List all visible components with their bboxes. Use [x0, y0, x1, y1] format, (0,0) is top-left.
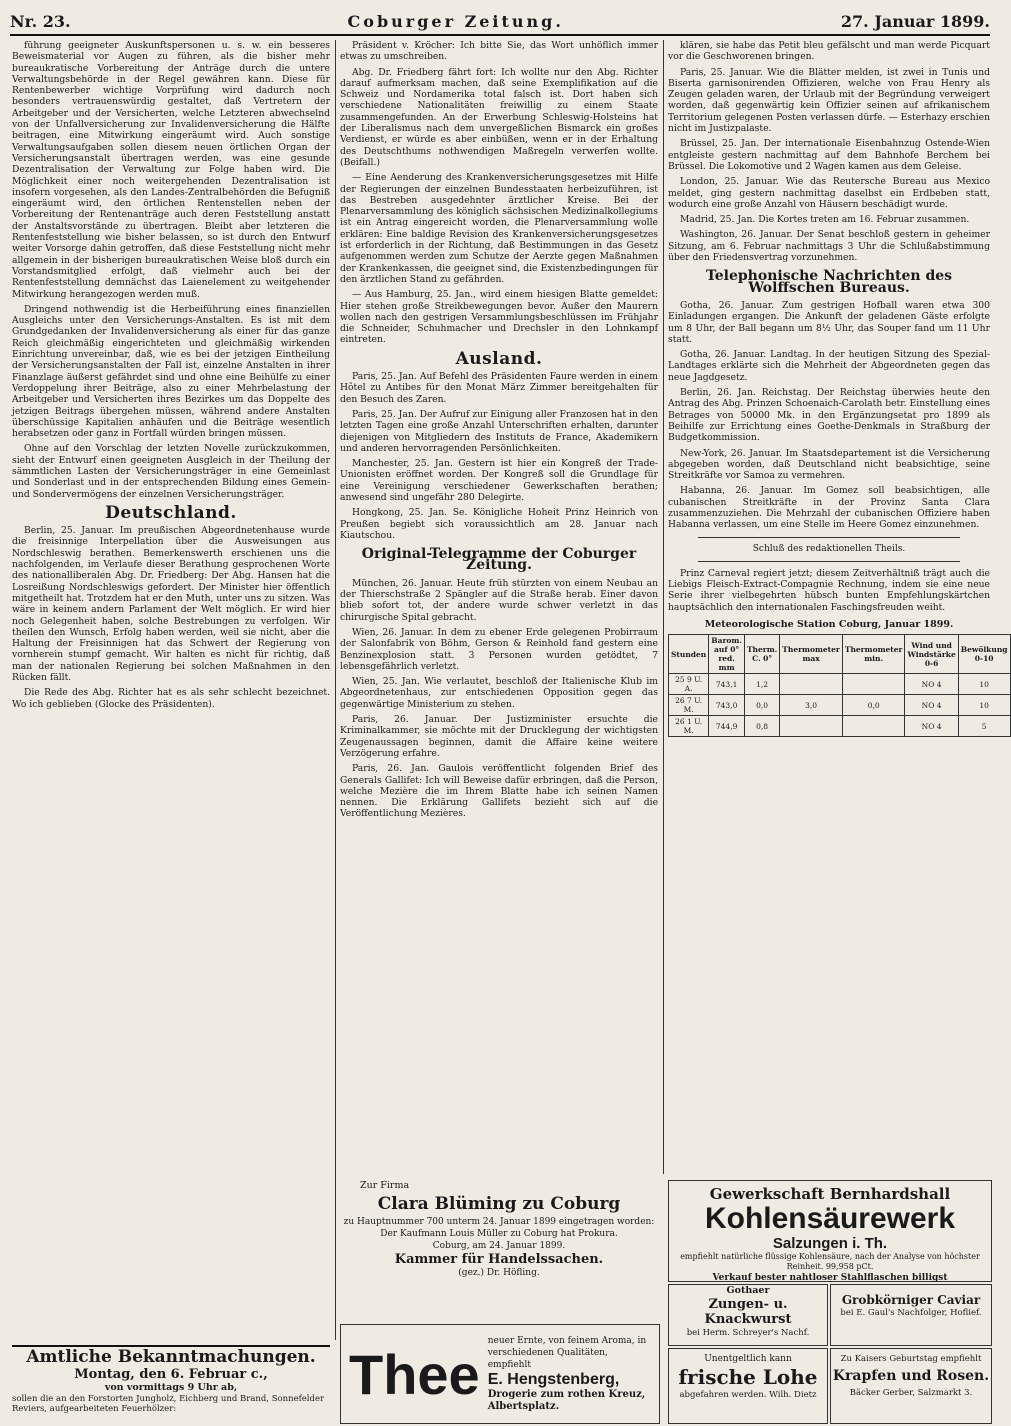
divider — [698, 561, 960, 562]
advert-merchant: abgefahren werden. Wilh. Dietz — [679, 1390, 817, 1400]
announcement-title: Amtliche Bekanntmachungen. — [12, 1345, 330, 1367]
article-paragraph: New-York, 26. Januar. Im Staatsdepartement ist die Versicherung abgegeben worden, daß Deutschland nicht beabsichtige, seine Streitkräfte vor Samoa zu vermehren. — [668, 447, 990, 482]
weather-table-cell — [842, 674, 905, 695]
announcement-body: sollen die an den Forstorten Jungholz, Eichberg und Brand, Sonnefelder Reviers, aufgearbeiteten Feuerhölzer: — [12, 1394, 325, 1414]
weather-table-cell — [780, 716, 843, 737]
sausage-advert — [668, 1284, 828, 1346]
weather-table-cell: 26 1 U. M. — [669, 716, 709, 737]
official-announcement — [12, 1345, 330, 1423]
article-paragraph: Gotha, 26. Januar. Zum gestrigen Hofball waren etwa 300 Einladungen ergangen. Die Ankunft der geladenen Gäste erfolgte um 8 Uhr, der Ball begann um 8½ Uhr, das Souper fand um 11 Uhr statt. — [668, 299, 990, 345]
article-paragraph: Brüssel, 25. Jan. Der internationale Eisenbahnzug Ostende-Wien entgleiste gestern nachmittag auf dem Bahnhofe Berchem bei Brüssel. Die Lokomotive und 2 Wagen kamen aus dem Geleise. — [668, 138, 990, 172]
article-paragraph: — Eine Aenderung des Krankenversicherungsgesetzes mit Hilfe der Regierungen der einzelnen Bundesstaaten herbeizuführen, ist das Bestreben ausgedehnter ärztlicher Kreise. Bei der Plenarversammlung des königlich sächsischen Medizinalkollegiums ist ein Antrag eingereicht worden, die Plenarversammlung wolle erklären: Eine baldige Revision des Krankenversicherungsgesetzes ist erforderlich in der Richtung, daß Bestimmungen in das Gesetz aufgenommen werden zum Schutze der Aerzte gegen Maßnahmen der Krankenkassen, die geeignet sind, die Existenzbedingungen für den ärztlichen Stand zu gefährden. — [340, 172, 658, 285]
article-paragraph: Die Rede des Abg. Richter hat es als sehr schlecht bezeichnet. Wo ich geblieben (Glocke des Präsidenten). — [12, 687, 330, 710]
product-description: empfiehlt natürliche flüssige Kohlensäure, nach der Analyse von höchster Reinheit. 99,958 pCt. — [680, 1252, 980, 1271]
announcement-date: Montag, den 6. Februar c., — [74, 1367, 268, 1382]
notice-intro: Zur Firma — [360, 1180, 410, 1191]
article-paragraph: London, 25. Januar. Wie das Reutersche Bureau aus Mexico meldet, ging gestern nachmittag daselbst ein Erdbeben statt, wodurch eine große Anzahl von Häusern beschädigt wurde. — [668, 176, 990, 210]
tea-description: neuer Ernte, von feinem Aroma, in verschiedenen Qualitäten, empfiehlt — [487, 1336, 647, 1370]
page-header — [10, 8, 990, 36]
article-paragraph: Wien, 25. Jan. Wie verlautet, beschloß der Italienische Klub im Abgeordnetenhaus, zur entschiedenen Opposition gegen das gegenwärtige Ministerium zu stehen. — [340, 676, 658, 710]
weather-table-row — [669, 674, 1011, 695]
weather-table-cell: 0,8 — [744, 716, 779, 737]
editorial-end-note: Schluß des redaktionellen Theils. — [752, 543, 906, 554]
advert-paragraph: Prinz Carneval regiert jetzt; diesem Zeitverhältniß trägt auch die Liebigs Fleisch-Extract-Compagnie Rechnung, indem sie eine neue Serie ihrer vielbegehrten hübsch bunten Empfehlungskärtchen hauptsächlich den internationalen Faschingsfreuden weiht. — [668, 567, 990, 613]
weather-table-title: Meteorologische Station Coburg, Januar 1899. — [704, 619, 954, 631]
article-paragraph: führung geeigneter Auskunftspersonen u. s. w. ein besseres Beweismaterial vor Augen zu führen, als die bisher mehr bureaukratische Vorbereitung der Anträge durch die untere Verwaltungsbehörde in der Regel gewähren kann. Diese für Rentenbewerber wichtige Vorprüfung wird dadurch noch besonders vertrauenswürdig gestaltet, daß Vertretern der Arbeitgeber und der Versicherten, welche Letzteren abwechselnd von der Unfallversicherung zur Invalidenversicherung die Hälfte beitragen, eine Mitwirkung eingeräumt wird. Auch sonstige Verwaltungsaufgaben sollen diesem neuen örtlichen Organ der Versicherungsanstalt übertragen werden, was eine gesunde Dezentralisation der Verwaltung zur Folge haben wird. Die Möglichkeit einer noch weitergehenden Dezentralisation ist insofern vorgesehen, als den Landes-Zentralbehörden die Befugniß eingeräumt wird, den örtlichen Rentenstellen neben der Vorbereitung der Rentenanträge auch deren Feststellung anstatt der Anstaltsvorstände zu übertragen. Bleibt aber letzteren die Rentenfeststellung wie bisher belassen, so ist durch den Entwurf weiter Vorsorge dahin getroffen, daß diese Feststellung nicht mehr allgemein in der bisherigen bureaukratischen Weise bloß durch ein Vorstandsmitglied erfolgt, daß vielmehr auch bei der Rentenfeststellung demnächst das Laienelement zu weitgehender Mitwirkung herangezogen werden muß. — [12, 40, 330, 300]
product-offer: Verkauf bester nahtloser Stahlflaschen billigst — [712, 1273, 948, 1283]
article-paragraph: Wien, 26. Januar. In dem zu ebener Erde gelegenen Probirraum der Salonfabrik von Böhm, Gerson & Reinhold fand gestern eine Benzinexplosion statt. 3 Personen wurden getödtet, 7 lebensgefährlich verletzt. — [340, 626, 658, 672]
weather-table-row — [669, 695, 1011, 716]
weather-table-cell: 3,0 — [780, 695, 843, 716]
merchant-address: Drogerie zum rothen Kreuz, Albertsplatz. — [487, 1389, 646, 1412]
issue-number: Nr. 23. — [10, 11, 71, 31]
weather-table-header: Bewölkung 0-10 — [958, 635, 1010, 674]
weather-table-cell: 1,2 — [744, 674, 779, 695]
weather-table-cell: NO 4 — [905, 695, 958, 716]
weather-table-header: Barom. auf 0° red. mm — [709, 635, 745, 674]
article-paragraph: Berlin, 25. Januar. Im preußischen Abgeordnetenhause wurde die freisinnige Interpellation über die Ausweisungen aus Nordschleswig berathen. Bemerkenswerth erschienen uns die nachfolgenden, im Verlaufe dieser Berathung gesprochenen Worte des nationalliberalen Abg. Dr. Friedberg: Der Abg. Hansen hat die Losreißung Nordschleswigs gefordert. Der Minister hier öffentlich mitgetheilt hat. Trotzdem hat er den Muth, unter uns zu sitzen. Was wäre in keinem andern Parlament der Welt möglich. Er wird hier noch Gelegenheit haben, solche Bestrebungen zu verfolgen. Wir theilen den Wunsch, Erfolg haben werden, weil sie nicht, aber die Haltung der Freisinnigen hat das Schwert der Regierung von vornherein stumpf gemacht. Wir halten es nicht für richtig, daß man der nationalen Regierung bei solchen Maßnahmen in den Rücken fällt. — [12, 525, 330, 684]
advert-product: Grobkörniger Caviar — [841, 1293, 981, 1307]
article-paragraph: Ohne auf den Vorschlag der letzten Novelle zurückzukommen, sieht der Entwurf einen geeigneten Ausgleich in der Theilung der sämmtlichen Lasten der Versicherungsträger in eine Gemeinlast und Sonderlast und in der entsprechenden Bildung eines Gemein- und Sondervermögens der einzelnen Versicherungsträger. — [12, 443, 330, 500]
column-2 — [340, 40, 658, 1174]
firm-name: Clara Blüming zu Coburg — [377, 1194, 621, 1214]
article-paragraph: Gotha, 26. Januar. Landtag. In der heutigen Sitzung des Spezial-Landtages erklärte sich die Mehrheit der Abgeordneten gegen das neue Jagdgesetz. — [668, 349, 990, 383]
weather-table-cell: NO 4 — [905, 674, 958, 695]
column-1 — [12, 40, 330, 1340]
merchant-name: E. Hengstenberg, — [487, 1371, 620, 1388]
carbonic-acid-advert — [668, 1180, 992, 1282]
signature: (gez.) Dr. Höfling. — [458, 1268, 540, 1278]
advert-merchant: bei E. Gaul's Nachfolger, Hoflief. — [840, 1308, 982, 1318]
advert-merchant: Bäcker Gerber, Salzmarkt 3. — [849, 1388, 973, 1398]
caviar-advert — [830, 1284, 992, 1346]
weather-table-cell: NO 4 — [905, 716, 958, 737]
company-product: Kohlensäurewerk — [704, 1202, 956, 1235]
weather-table-header: Thermometer max — [780, 635, 843, 674]
tanbark-advert — [668, 1348, 828, 1424]
advert-product: Krapfen und Rosen. — [832, 1368, 990, 1384]
article-paragraph: Paris, 25. Jan. Der Aufruf zur Einigung aller Franzosen hat in den letzten Tagen eine große Anzahl Unterschriften erhalten, darunter diejenigen von Mitgliedern des Instituts de France, Akademikern und anderen hervorragenden Persönlichkeiten. — [340, 408, 659, 454]
weather-table-cell: 0,0 — [744, 695, 779, 716]
notice-line: zu Hauptnummer 700 unterm 24. Januar 1899 eingetragen worden: — [343, 1217, 655, 1227]
weather-table-cell: 10 — [958, 674, 1010, 695]
weather-table-cell: 5 — [958, 716, 1010, 737]
column-divider — [663, 40, 664, 1174]
article-paragraph: Dringend nothwendig ist die Herbeiführung eines finanziellen Ausgleichs unter den Versicherungs-Anstalten. Es ist mit dem Grundgedanken der Invalidenversicherung als einer für das ganze Reich gleichmäßig eingerichteten und gleichmäßig wirkenden Einrichtung unvereinbar, daß, wie es bei der jetzigen Eintheilung der Versicherungsanstalten der Fall ist, einzelne Anstalten in ihrer Finanzlage äußerst gefährdet sind und ohne eine Beihülfe zu einer Verdoppelung ihrer Beiträge, also zu einer Mehrbelastung der Arbeitgeber und Versicherten ihres Bezirkes um das Doppelte des jetzigen Beitrags übergehen müssen, während andere Anstalten überschüssige Kapitalien anhäufen und die Beiträge wesentlich herabsetzen oder ganz in Fortfall würden bringen müssen. — [12, 303, 330, 440]
article-paragraph: — Aus Hamburg, 25. Jan., wird einem hiesigen Blatte gemeldet: Hier stehen große Streikbewegungen bevor. Außer den Maurern wollen nach den gestrigen Versammlungsbeschlüssen im Frühjahr die Schneider, Schuhmacher und Drechsler in den Lohnkampf eintreten. — [340, 289, 658, 346]
tea-word: Thee — [349, 1342, 480, 1406]
article-paragraph: Paris, 26. Januar. Der Justizminister ersuchte die Kriminalkammer, sie möchte mit der Drucklegung der wichtigsten Zeugenaussagen beginnen, damit die Affaire keine weitere Verzögerung erfahre. — [340, 714, 658, 759]
pastry-advert — [830, 1348, 992, 1424]
weather-table-cell: 26 7 U. M. — [669, 695, 709, 716]
weather-table-cell: 744,9 — [709, 716, 745, 737]
commercial-register-notice — [340, 1180, 658, 1320]
section-heading-ausland: Ausland. — [455, 348, 543, 369]
article-paragraph: Abg. Dr. Friedberg fährt fort: Ich wollte nur den Abg. Richter darauf aufmerksam machen, daß seine Exemplifikation auf die Schweiz und Nordamerika total falsch ist. Dort haben sich verschiedene Nationalitäten freiwillig zu einem Staate zusammengefunden. An der Erwerbung Schleswig-Holsteins hat der Liberalismus nach dem unvergeßlichen Bismarck ein großes Verdienst, er würde es aber einbüßen, wenn er in der Erhaltung des Deutschthums nothwendigen Maßregeln verwerfen wollte. (Beifall.) — [340, 66, 658, 168]
weather-table-cell: 25 9 U. A. — [669, 674, 709, 695]
section-heading-telegrams: Original-Telegramme der Coburger Zeitung. — [361, 546, 637, 574]
advert-line: Zu Kaisers Geburtstag empfiehlt — [840, 1354, 982, 1364]
tea-advert — [340, 1324, 660, 1424]
masthead: Coburger Zeitung. — [347, 11, 564, 31]
article-paragraph: Madrid, 25. Jan. Die Kortes treten am 16. Februar zusammen. — [680, 214, 970, 226]
column-divider — [335, 40, 336, 1340]
article-paragraph: Paris, 25. Januar. Wie die Blätter melden, ist zwei in Tunis und Biserta garnisonirenden Offizieren, welche von Frau Henry als Zeugen geladen waren, der Urlaub mit der Begründung verweigert worden, daß gegenwärtig kein Offizier seinen auf afrikanischem Territorium gelegenen Posten verlassen dürfe. — Esterhazy erschien nicht im Justizpalaste. — [668, 66, 990, 135]
weather-table-cell: 743,0 — [709, 695, 745, 716]
article-paragraph: Präsident v. Kröcher: Ich bitte Sie, das Wort unhöflich immer etwas zu umschreiben. — [340, 40, 658, 63]
section-heading-deutschland: Deutschland. — [105, 502, 237, 523]
weather-table-header: Wind und Windstärke 0-6 — [905, 635, 958, 674]
advert-product: Zungen- u. Knackwurst — [704, 1297, 792, 1327]
notice-line: Coburg, am 24. Januar 1899. — [432, 1241, 566, 1251]
advert-product: frische Lohe — [678, 1365, 818, 1389]
article-paragraph: Paris, 25. Jan. Auf Befehl des Präsidenten Faure werden in einem Hôtel zu Antibes für den Monat März Zimmer bereitgehalten für den Besuch des Zaren. — [340, 371, 658, 405]
divider — [698, 537, 960, 538]
article-paragraph: Habanna, 26. Januar. Im Gomez soll beabsichtigen, alle cubanischen Streitkräfte in der Provinz Santa Clara zusammenzuziehen. Die Mehrzahl der cubanischen Offiziere haben Habanna verlassen, um eine Stelle im Heere Gomez einzunehmen. — [668, 485, 990, 531]
article-paragraph: München, 26. Januar. Heute früh stürzten von einem Neubau an der Thierschstraße 2 Spängler auf die Straße herab. Einer davon blieb sofort tot, der andere wurde schwer verletzt in das chirurgische Spital gebracht. — [340, 577, 658, 623]
article-paragraph: Washington, 26. Januar. Der Senat beschloß gestern in geheimer Sitzung, am 6. Februar nachmittags 3 Uhr die Schlußabstimmung über den Friedensvertrag vorzunehmen. — [668, 229, 990, 264]
advert-line: Gothaer — [726, 1285, 770, 1296]
issue-date: 27. Januar 1899. — [840, 11, 990, 31]
weather-table-cell: 743,1 — [709, 674, 745, 695]
company-name: Gewerkschaft Bernhardshall — [709, 1185, 951, 1203]
section-heading-telephone: Telephonische Nachrichten des Wolffschen Bureaus. — [705, 268, 953, 296]
weather-table-cell — [842, 716, 905, 737]
weather-table — [668, 634, 1011, 737]
article-paragraph: Paris, 26. Jan. Gaulois veröffentlicht folgenden Brief des Generals Gallifet: Ich will Beweise dafür erbringen, daß die Person, welche Mezière die im Ihrem Blatte habe ich seinen Namen nennen. Die Erklärung Gallifets bezieht sich auf die Veröffentlichung Mezières. — [340, 763, 658, 820]
advert-line: Unentgeltlich kann — [704, 1354, 792, 1364]
article-paragraph: Berlin, 26. Jan. Reichstag. Der Reichstag überwies heute den Antrag des Abg. Prinzen Schoenaich-Carolath betr. Einstellung eines Betrages von 50000 Mk. in den Ergänzungsetat pro 1899 als Beihilfe zur Errichtung eines Goethe-Denkmals in Straßburg der Budgetkommission. — [668, 387, 990, 444]
notice-line: Der Kaufmann Louis Müller zu Coburg hat Prokura. — [380, 1229, 618, 1239]
weather-table-row — [669, 716, 1011, 737]
weather-table-cell: 0,0 — [842, 695, 905, 716]
weather-table-header: Thermometer min. — [842, 635, 905, 674]
company-location: Salzungen i. Th. — [772, 1235, 888, 1252]
article-paragraph: Manchester, 25. Jan. Gestern ist hier ein Kongreß der Trade-Unionisten eröffnet worden. Der Kongreß soll die Grundlage für eine Vereinigung verschiedener Gewerkschaften berathen; anwesend sind ungefähr 280 Delegirte. — [340, 458, 658, 503]
advert-merchant: bei Herm. Schreyer's Nachf. — [686, 1328, 810, 1338]
column-3 — [668, 40, 1008, 1174]
article-paragraph: klären, sie habe das Petit bleu gefälscht und man werde Picquart vor die Geschworenen bringen. — [668, 40, 990, 63]
court-name: Kammer für Handelssachen. — [394, 1252, 604, 1267]
weather-table-cell: 10 — [958, 695, 1010, 716]
weather-table-header: Stunden — [669, 635, 709, 674]
weather-table-cell — [780, 674, 843, 695]
announcement-time: von vormittags 9 Uhr ab, — [104, 1382, 238, 1393]
weather-table-header: Therm. C. 0° — [744, 635, 779, 674]
article-paragraph: Hongkong, 25. Jan. Se. Königliche Hoheit Prinz Heinrich von Preußen begiebt sich voraussichtlich am 28. Januar nach Kiautschou. — [340, 507, 658, 541]
